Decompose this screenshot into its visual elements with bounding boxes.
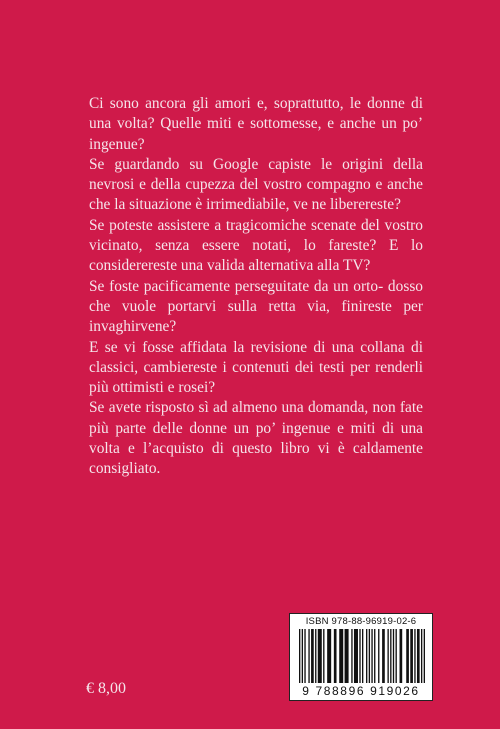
barcode-bar bbox=[400, 629, 403, 683]
barcode-bar bbox=[339, 629, 343, 683]
barcode-bar bbox=[424, 629, 425, 683]
isbn-label: ISBN 978-88-96919-02-6 bbox=[305, 616, 417, 627]
barcode-bar bbox=[393, 629, 394, 683]
barcode-bar bbox=[359, 629, 360, 683]
barcode-bar bbox=[421, 629, 422, 683]
barcode-bar bbox=[351, 629, 352, 683]
barcode-digits: 9 788896 919026 bbox=[302, 684, 420, 698]
barcode-bar bbox=[299, 629, 300, 683]
barcode-bar bbox=[417, 629, 420, 683]
barcode-bar bbox=[382, 629, 385, 683]
blurb-paragraph-4: Se foste pacificamente perseguitate da un orto- dosso che vuole portarvi sulla retta via, finireste per invaghirvene? bbox=[89, 277, 423, 336]
price-label: € 8,00 bbox=[86, 680, 126, 697]
barcode-bar bbox=[369, 629, 370, 683]
isbn-barcode-box bbox=[289, 613, 433, 701]
barcode-bar bbox=[366, 629, 367, 683]
barcode-bar bbox=[323, 629, 324, 683]
barcode-bar bbox=[311, 629, 314, 683]
blurb-paragraph-2: Se guardando su Google capiste le origini della nevrosi e della cupezza del vostro compagno e anche che la situazione è irrimediabile, ve ne liberereste? bbox=[89, 155, 423, 214]
barcode-bar bbox=[406, 629, 409, 683]
barcode-bar bbox=[371, 629, 372, 683]
barcode-bar bbox=[374, 629, 375, 683]
barcode-bar bbox=[318, 629, 322, 683]
barcode-bar bbox=[345, 629, 349, 683]
barcode-bar bbox=[396, 629, 397, 683]
barcode-bar bbox=[362, 629, 363, 683]
barcode-bar bbox=[315, 629, 316, 683]
blurb-paragraph-1: Ci sono ancora gli amori e, soprattutto, le donne di una volta? Quelle miti e sottomesse, e anche un po’ ingenue? bbox=[89, 95, 423, 153]
barcode-bar bbox=[334, 629, 337, 683]
barcode-bar bbox=[308, 629, 309, 683]
blurb-paragraph-3: Se poteste assistere a tragicomiche scenate del vostro vicinato, senza essere notati, lo fareste? E lo considerereste una valida alternativa alla TV? bbox=[89, 216, 423, 275]
barcode-bar bbox=[414, 629, 415, 683]
barcode-bar bbox=[354, 629, 358, 683]
barcode-bar bbox=[327, 629, 331, 683]
barcode-bar bbox=[410, 629, 413, 683]
barcode-bar bbox=[378, 629, 379, 683]
blurb-paragraph-6: Se avete risposto sì ad almeno una domanda, non fate più parte delle donne un po’ ingenue e miti di una volta e l’acquisto di questo libro vi è caldamente consigliato. bbox=[89, 399, 423, 478]
blurb-paragraph-5: E se vi fosse affidata la revisione di una collana di classici, cambiereste i contenuti dei testi per renderli più ottimisti e rosei? bbox=[89, 338, 423, 397]
barcode-bar bbox=[302, 629, 303, 683]
barcode-bar bbox=[390, 629, 391, 683]
barcode-bar bbox=[304, 629, 305, 683]
barcode-bar bbox=[387, 629, 388, 683]
blurb-text bbox=[89, 94, 423, 480]
barcode-image bbox=[299, 629, 425, 685]
